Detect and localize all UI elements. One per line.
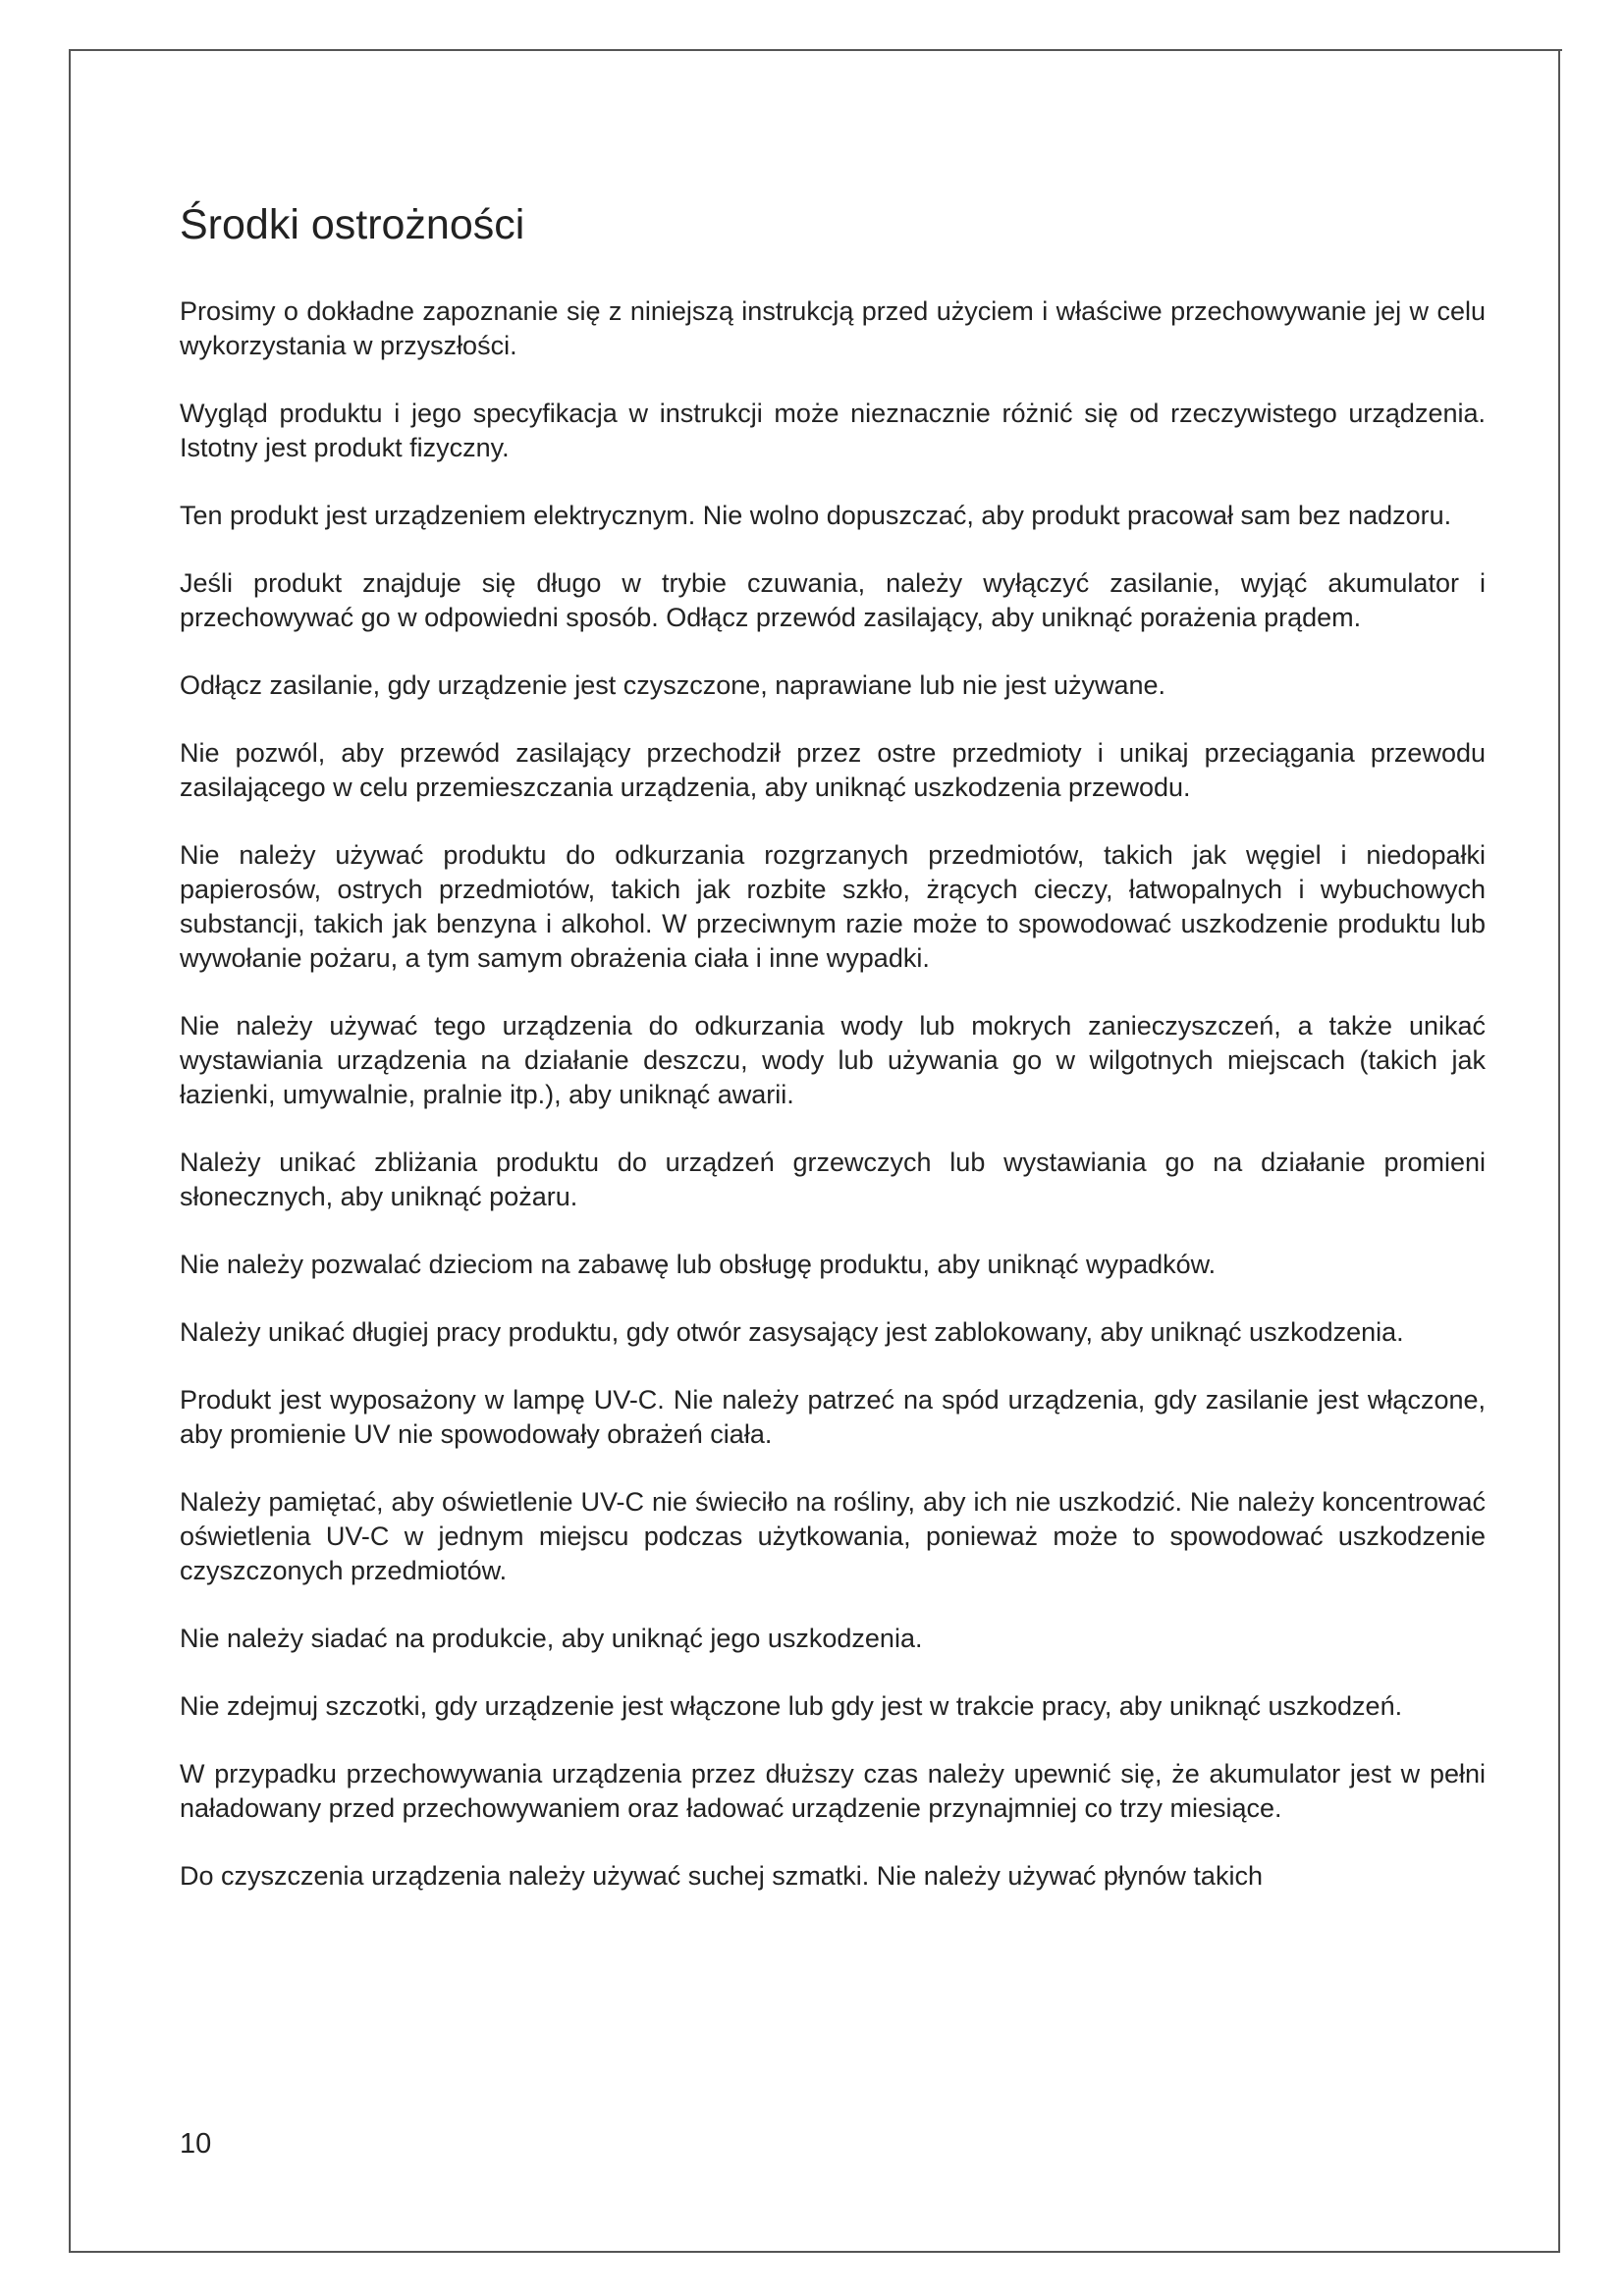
paragraph-water-moisture: Nie należy używać tego urządzenia do odkurzania wody lub mokrych zanieczyszczeń, a także unikać wystawiania urządzenia na działanie deszczu, wody lub używania go w wilgotnych miejscach (takich jak łazienki, umywalnie, pralnie itp.), aby uniknąć awarii. — [180, 1011, 1486, 1110]
paragraph-standby-mode: Jeśli produkt znajduje się długo w trybie czuwania, należy wyłączyć zasilanie, wyjąć akumulator i przechowywać go w odpowiedni sposób. Odłącz przewód zasilający, aby uniknąć porażenia prądem. — [180, 568, 1486, 633]
paragraph-cleaning: Do czyszczenia urządzenia należy używać suchej szmatki. Nie należy używać płynów takich — [180, 1861, 1263, 1892]
paragraph-blocked-intake: Należy unikać długiej pracy produktu, gdy otwór zasysający jest zablokowany, aby uniknąć uszkodzenia. — [180, 1317, 1404, 1348]
paragraph-product-appearance: Wygląd produktu i jego specyfikacja w instrukcji może nieznacznie różnić się od rzeczywistego urządzenia. Istotny jest produkt fizyczny. — [180, 399, 1486, 463]
page-number: 10 — [180, 2128, 212, 2160]
paragraph-uv-lamp: Produkt jest wyposażony w lampę UV-C. Nie należy patrzeć na spód urządzenia, gdy zasilanie jest włączone, aby promienie UV nie spowodowały obrażeń ciała. — [180, 1385, 1486, 1450]
paragraph-brush-removal: Nie zdejmuj szczotki, gdy urządzenie jest włączone lub gdy jest w trakcie pracy, aby uniknąć uszkodzeń. — [180, 1691, 1403, 1722]
paragraph-no-sitting: Nie należy siadać na produkcie, aby uniknąć jego uszkodzenia. — [180, 1624, 923, 1654]
paragraph-children: Nie należy pozwalać dzieciom na zabawę lub obsługę produktu, aby uniknąć wypadków. — [180, 1250, 1217, 1280]
page-border-corner-mark — [1558, 49, 1562, 57]
paragraph-electrical-device: Ten produkt jest urządzeniem elektrycznym. Nie wolno dopuszczać, aby produkt pracował sam bez nadzoru. — [180, 501, 1452, 531]
paragraph-read-manual: Prosimy o dokładne zapoznanie się z niniejszą instrukcją przed użyciem i właściwe przechowywanie jej w celu wykorzystania w przyszłości. — [180, 296, 1486, 361]
paragraph-disconnect-power: Odłącz zasilanie, gdy urządzenie jest czyszczone, naprawiane lub nie jest używane. — [180, 670, 1166, 701]
paragraph-uv-plants: Należy pamiętać, aby oświetlenie UV-C nie świeciło na rośliny, aby ich nie uszkodzić. Nie należy koncentrować oświetlenia UV-C w jednym miejscu podczas użytkowania, ponieważ może to spowodować uszkodzenie czyszczonych przedmiotów. — [180, 1487, 1486, 1586]
paragraph-power-cord: Nie pozwól, aby przewód zasilający przechodził przez ostre przedmioty i unikaj przeciągania przewodu zasilającego w celu przemieszczania urządzenia, aby uniknąć uszkodzenia przewodu. — [180, 738, 1486, 803]
paragraph-hazardous-objects: Nie należy używać produktu do odkurzania rozgrzanych przedmiotów, takich jak węgiel i niedopałki papierosów, ostrych przedmiotów, takich jak rozbite szkło, żrących cieczy, łatwopalnych i wybuchowych substancji, takich jak benzyna i alkohol. W przeciwnym razie może to spowodować uszkodzenie produktu lub wywołanie pożaru, a tym samym obrażenia ciała i inne wypadki. — [180, 840, 1486, 974]
paragraph-heat-sources: Należy unikać zbliżania produktu do urządzeń grzewczych lub wystawiania go na działanie promieni słonecznych, aby uniknąć pożaru. — [180, 1148, 1486, 1212]
document-body — [180, 202, 1486, 1894]
page-title: Środki ostrożności — [180, 201, 525, 248]
paragraph-long-storage: W przypadku przechowywania urządzenia przez dłuższy czas należy upewnić się, że akumulator jest w pełni naładowany przed przechowywaniem oraz ładować urządzenie przynajmniej co trzy miesiące. — [180, 1759, 1486, 1824]
